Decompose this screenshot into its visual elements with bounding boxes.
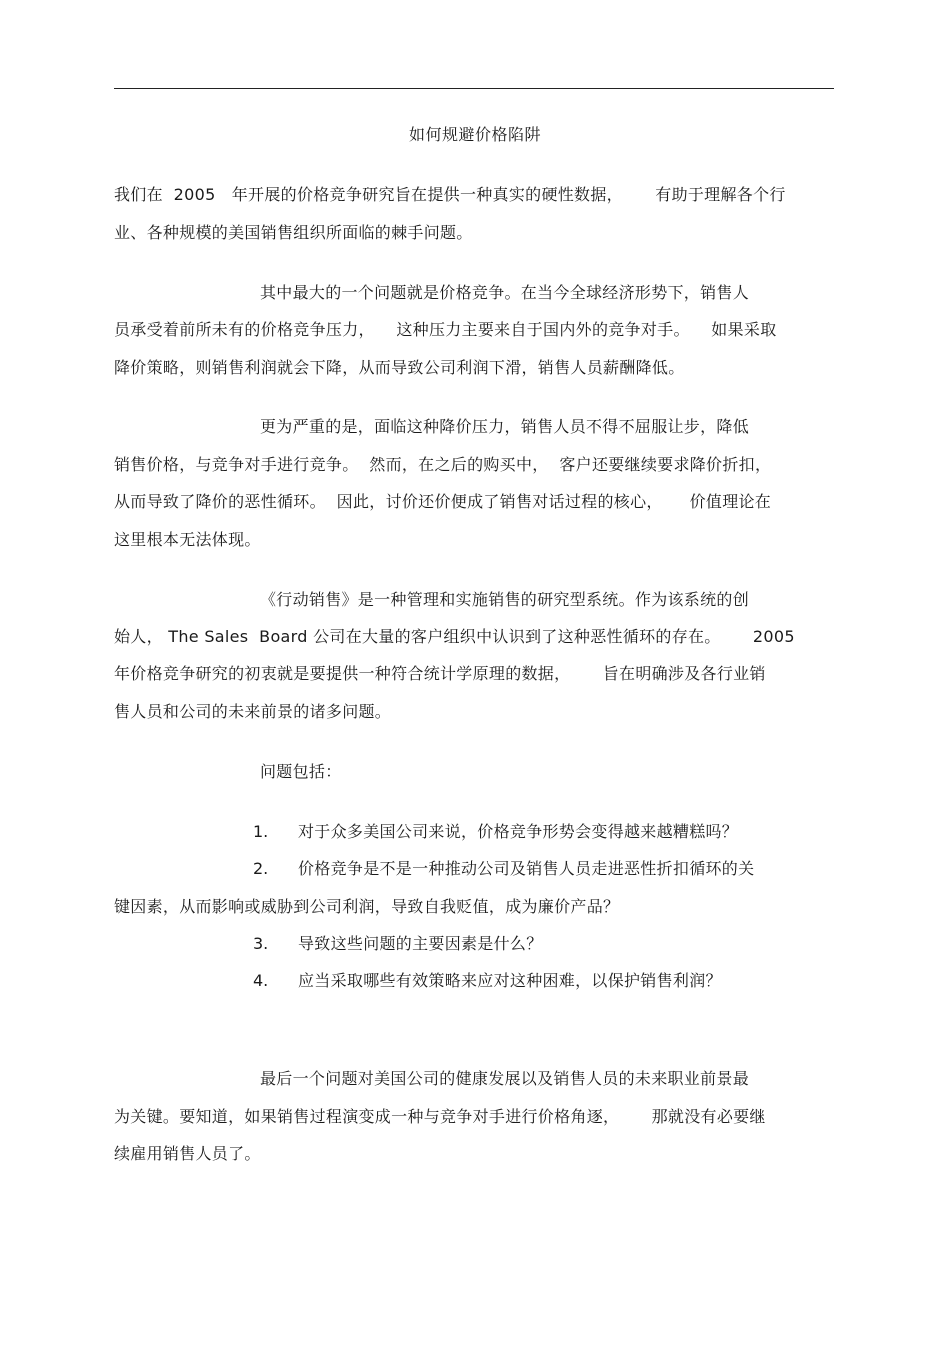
- paragraph-4-line-2: 始人， The Sales Board 公司在大量的客户组织中认识到了这种恶性循环的存在。 2005: [114, 627, 795, 646]
- question-text: 导致这些问题的主要因素是什么？: [298, 934, 543, 953]
- question-text: 价格竞争是不是一种推动公司及销售人员走进恶性折扣循环的关: [298, 859, 755, 878]
- question-text: 对于众多美国公司来说，价格竞争形势会变得越来越糟糕吗？: [298, 822, 739, 841]
- paragraph-4-line-1: 《行动销售》是一种管理和实施销售的研究型系统。作为该系统的创: [260, 590, 750, 609]
- paragraph-2-line-3: 降价策略，则销售利润就会下降，从而导致公司利润下滑，销售人员薪酬降低。: [114, 358, 685, 377]
- question-number: 3.: [253, 934, 269, 953]
- header-rule: [114, 88, 834, 89]
- paragraph-4-line-4: 售人员和公司的未来前景的诸多问题。: [114, 702, 392, 721]
- question-text: 应当采取哪些有效策略来应对这种困难，以保护销售利润？: [298, 971, 722, 990]
- paragraph-2-line-2: 员承受着前所未有的价格竞争压力， 这种压力主要来自于国内外的竞争对手。 如果采取: [114, 320, 777, 339]
- question-number: 1.: [253, 822, 269, 841]
- question-continuation: 键因素，从而影响或威胁到公司利润，导致自我贬值，成为廉价产品？: [114, 897, 620, 916]
- paragraph-2-line-1: 其中最大的一个问题就是价格竞争。在当今全球经济形势下，销售人: [260, 283, 750, 302]
- closing-line-3: 续雇用销售人员了。: [114, 1144, 261, 1163]
- paragraph-3-line-4: 这里根本无法体现。: [114, 530, 261, 549]
- paragraph-3-line-3: 从而导致了降价的恶性循环。 因此，讨价还价便成了销售对话过程的核心， 价值理论在: [114, 492, 772, 511]
- paragraph-4-line-3: 年价格竞争研究的初衷就是要提供一种符合统计学原理的数据， 旨在明确涉及各行业销: [114, 664, 766, 683]
- question-number: 2.: [253, 859, 269, 878]
- paragraph-1-line-2: 业、各种规模的美国销售组织所面临的棘手问题。: [114, 223, 473, 242]
- closing-line-1: 最后一个问题对美国公司的健康发展以及销售人员的未来职业前景最: [260, 1069, 750, 1088]
- questions-intro: 问题包括：: [260, 762, 342, 781]
- question-number: 4.: [253, 971, 269, 990]
- paragraph-3-line-1: 更为严重的是，面临这种降价压力，销售人员不得不屈服让步，降低: [260, 417, 750, 436]
- closing-line-2: 为关键。要知道，如果销售过程演变成一种与竞争对手进行价格角逐， 那就没有必要继: [114, 1107, 766, 1126]
- paragraph-1-line-1: 我们在 2005 年开展的价格竞争研究旨在提供一种真实的硬性数据， 有助于理解各个行: [114, 185, 786, 204]
- document-title: 如何规避价格陷阱: [408, 125, 541, 144]
- paragraph-3-line-2: 销售价格，与竞争对手进行竞争。 然而，在之后的购买中， 客户还要继续要求降价折扣，: [114, 455, 772, 474]
